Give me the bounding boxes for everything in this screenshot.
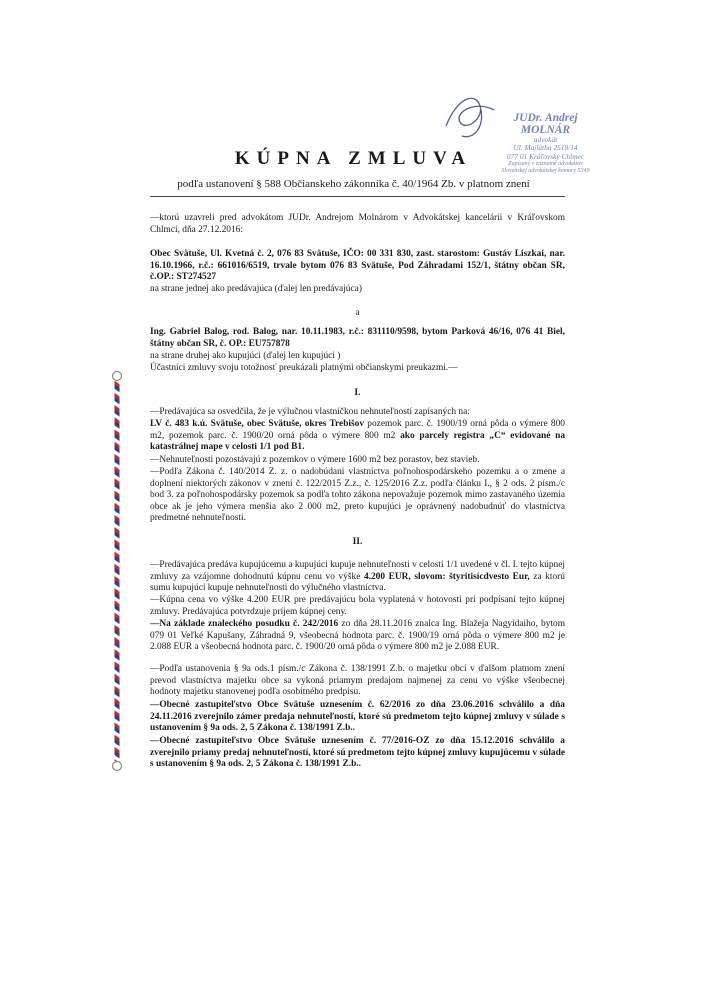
divider: [150, 196, 565, 197]
binding-cord-icon: [111, 370, 123, 772]
seller-details: [150, 249, 565, 284]
buyer-text: Ing. Gabriel Balog, rod. Balog, nar. 10.11.1983, r.č.: 831110/9598, bytom Parková 46/16, 076 41 Biel, štátny občan SR, č. OP.: EU757878: [150, 327, 565, 349]
stamp-city: 077 01 Kráľovský Chlmec: [506, 151, 585, 161]
section-2-p1: [150, 560, 565, 595]
and-separator: a: [355, 307, 360, 318]
section-1-p3: —Nehnuteľnosti pozostávajú z pozemkov o výmere 1600 m2 bez porastov, bez stavieb.: [150, 455, 480, 465]
identity-note: Účastníci zmluvy svoju totožnosť preukázali platnými občianskymi preukazmi.—: [150, 363, 458, 373]
parcels-text: pozemok parc. č. 1900/19 orná pôda o výmere 800 m2, pozemok parc. č. 1900/20 orná pôda o výmere 800 m2: [150, 419, 565, 441]
section-2-p4: —Podľa ustanovenia § 9a ods.1 písm./c Zákona č. 138/1991 Z.b. o majetku obcí v ďalšom platnom znení prevod vlastníctva majetku obce sa vykoná priamym predajom najmenej za cenu vo výške všeobecnej hodnoty majetku stanovenej podľa osobitného predpisu.: [150, 664, 565, 698]
seller-text: Obec Svätuše, Ul. Kvetná č. 2, 076 83 Svätuše, IČO: 00 331 830, zast. starostom: Gustáv Liszkai, nar. 16.10.1966, r.č.: 661016/6519, trvale bytom 076 83 Svätuše, Pod Záhradami 152/1, štátny občan SR, č.OP.: ST274527: [150, 249, 565, 283]
stamp-name: JUDr. Andrej MOLNÁR: [513, 112, 578, 136]
section-1-p2: [150, 419, 565, 454]
section-2-p2: —Kúpna cena vo výške 4.200 EUR pre predávajúcu bola vyplatená v hotovosti pri podpísaní tejto kúpnej zmluvy. Predávajúca potvrdzuje príjem kúpnej ceny.: [150, 595, 565, 617]
buyer-role: na strane druhej ako kupujúci (ďalej len kupujúci ): [150, 351, 341, 361]
sale-text: —Predávajúca predáva kupujúcemu a kupujúci kupuje nehnuteľnosti v celosti 1/1 uvedené v čl. I. tejto kúpnej zmluvy za vzájomne dohodnutú kúpnu cenu vo výške: [150, 560, 565, 582]
expert-report: —Na základe znaleckého posudku č. 242/2016: [150, 619, 339, 629]
section-2-p3: [150, 619, 565, 654]
document-subtitle: podľa ustanovení § 588 Občianskeho zákonníka č. 40/1964 Zb. v platnom znení: [177, 178, 530, 190]
section-2-p5: —Obecné zastupiteľstvo Obce Svätuše uznesením č. 62/2016 zo dňa 23.06.2016 schválilo a dňa 24.11.2016 zverejnilo zámer predaja nehnuteľností, ktoré sú predmetom tejto kúpnej zmluvy v súlade s ustanovením § 9a ods. 2, 5 Zákona č. 138/1991 Z.b..: [150, 700, 565, 734]
lv-reference: LV č. 483 k.ú. Svätuše, obec Svätuše, okres Trebišov: [150, 419, 365, 429]
section-2-heading: II.: [352, 536, 363, 547]
price-bold: 4.200 EUR, slovom: štyritisícdvesto Eur,: [363, 571, 530, 582]
section-2-p6: —Obecné zastupiteľstvo Obce Svätuše uznesením č. 77/2016-OZ zo dňa 15.12.2016 schválilo a zverejnilo priamy predaj nehnuteľností, ktoré sú predmetom tejto kúpnej zmluvy kupujúcemu v súlade s ustanovením § 9a ods. 2, 5 Zákona č. 138/1991 Z.b..: [150, 736, 565, 770]
stamp-reg2: Slovenskej advokátskej komory 5349: [501, 168, 590, 175]
section-1-p4: —Podľa Zákona č. 140/2014 Z. z. o nadobúdaní vlastníctva poľnohospodárskeho pozemku a o zmene a doplnení niektorých zákonov v znení č. 122/2015 Z.z., č. 125/2016 Z.z. podľa článku I., § 2 ods. 2 písm./c bod 3. za poľnohospodársky pozemok sa podľa tohto zákona nepovažuje pozemok mimo zastavaného územia obce ak je jeho výmera menšia ako 2 000 m2, preto kupujúci je oprávnený nadobudnúť do vlastníctva predmetné nehnuteľnosti.: [150, 467, 565, 524]
document-title: KÚPNA ZMLUVA: [234, 148, 473, 169]
section-1-p1: —Predávajúca sa osvedčila, že je výlučnou vlastníčkou nehnuteľností zapísaných na:: [150, 407, 470, 417]
stamp-street: Ul. Majláthа 2518/14: [513, 143, 578, 153]
parcels-register: ako parcely registra „C“ evidované na katastrálnej mape v celosti 1/1 pod B1.: [150, 430, 566, 453]
sale-text-end: za ktorú sumu kupujúci kupuje nehnuteľnosti do výlučného vlastníctva.: [150, 571, 565, 594]
seller-role: na strane jednej ako predávajúca (ďalej len predávajúca): [150, 284, 362, 294]
buyer-details: [150, 327, 565, 350]
intro-paragraph: —ktorú uzavreli pred advokátom JUDr. Andrejom Molnárom v Advokátskej kancelárii v Kráľovskom Chlmci, dňa 27.12.2016:: [150, 213, 565, 235]
valuation-text: zo dňa 28.11.2016 znalca Ing. Blažeja Nagyidaiho, bytom 079 01 Veľké Kapušany, Záhradná 9, všeobecná hodnota parc. č. 1900/19 orná pôda o výmere 800 m2 je 2.088 EUR a všeobecná hodnota parc. č. 1900/20 orná pôda o výmere 800 m2 je 2.088 EUR.: [150, 619, 566, 653]
stamp-reg1: Zapísaný v zozname advokátov: [508, 161, 583, 168]
section-1-heading: I.: [354, 387, 361, 398]
stamp-title: advokát: [533, 135, 558, 144]
